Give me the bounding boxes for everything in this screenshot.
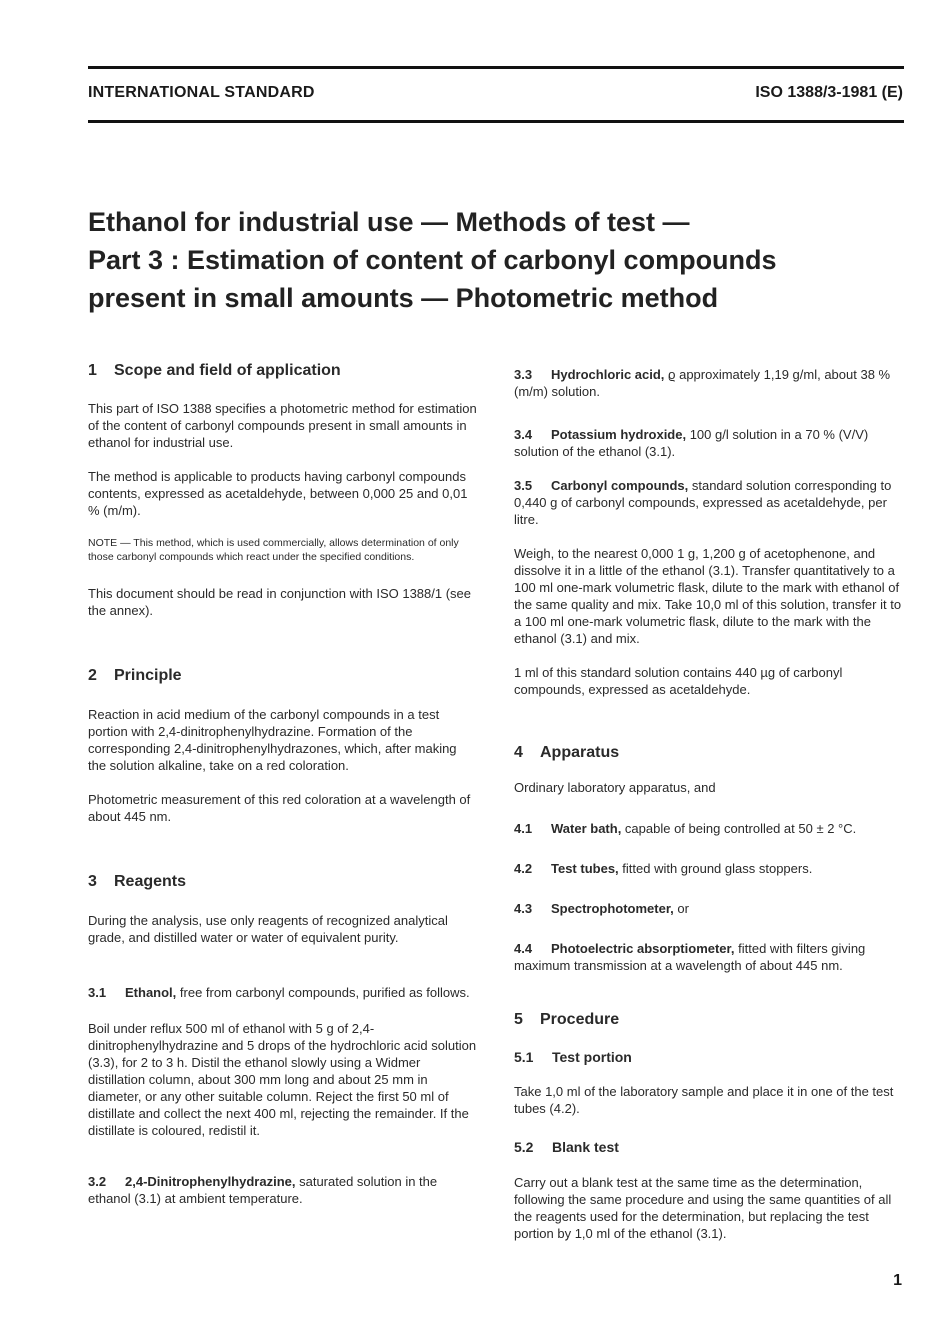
scope-paragraph: This part of ISO 1388 specifies a photometric method for estimation of the content of carbonyl compounds present in small amounts in ethanol for industrial use.	[88, 401, 477, 450]
clause-number: 4.4	[514, 941, 533, 956]
clause-label: Potassium hydroxide,	[551, 427, 687, 442]
clause-text: saturated solution in the ethanol (3.1) at ambient temperature.	[88, 1174, 438, 1206]
note-paragraph: NOTE — This method, which is used commercially, allows determination of only those carbonyl compounds which react under the specified conditions.	[88, 537, 459, 563]
clause-text: standard solution corresponding to 0,440 g of carbonyl compounds, expressed as acetaldehyde, per litre.	[514, 478, 892, 527]
apparatus-4-4	[514, 940, 903, 974]
clause-text: 100 g/l solution in a 70 % (V/V) solution of the ethanol (3.1).	[514, 427, 869, 459]
clause-text: fitted with ground glass stoppers.	[618, 861, 813, 876]
clause-label: Carbonyl compounds,	[551, 478, 689, 493]
clause-label: 2,4-Dinitrophenylhydrazine,	[125, 1174, 296, 1189]
clause-label: Test tubes,	[551, 861, 619, 876]
blank-test-paragraph: Carry out a blank test at the same time as the determination, following the same procedure and using the same quantities of all the reagents used for the determination, but replacing the test portion by 1,0 ml of the ethanol (3.1).	[514, 1175, 892, 1241]
header-standard-label: INTERNATIONAL STANDARD	[88, 84, 315, 101]
section-number: 5	[514, 1011, 523, 1028]
section-title: Scope and field of application	[114, 362, 341, 379]
title-line-2: Part 3 : Estimation of content of carbonyl compounds	[88, 245, 777, 275]
page-number: 1	[893, 1272, 902, 1289]
clause-number: 4.3	[514, 901, 533, 916]
subsection-5-1-heading	[514, 1049, 903, 1066]
header-bottom-rule	[88, 120, 904, 123]
section-number: 2	[88, 667, 97, 684]
applicability-paragraph: The method is applicable to products having carbonyl compounds contents, expressed as acetaldehyde, between 0,000 25 and 0,01 % (m/m).	[88, 469, 468, 518]
subsection-number: 5.1	[514, 1049, 534, 1065]
clause-number: 3.2	[88, 1174, 107, 1189]
title-line-1: Ethanol for industrial use — Methods of test —	[88, 207, 690, 237]
principle-paragraph: Reaction in acid medium of the carbonyl compounds in a test portion with 2,4-dinitrophenylhydrazine. Formation of the corresponding 2,4-dinitrophenylhydrazones, which, after making the solution alkaline, take on a red coloration.	[88, 707, 457, 773]
section-5-heading	[514, 1011, 903, 1028]
subsection-5-2-heading	[514, 1139, 903, 1156]
reagents-intro-paragraph: During the analysis, use only reagents of recognized analytical grade, and distilled water or water of equivalent purity.	[88, 913, 448, 945]
standard-solution-concentration-paragraph: 1 ml of this standard solution contains 440 µg of carbonyl compounds, expressed as acetaldehyde.	[514, 665, 843, 697]
subsection-title: Blank test	[552, 1139, 619, 1155]
header-top-rule	[88, 66, 904, 69]
clause-number: 4.1	[514, 821, 533, 836]
clause-label: Hydrochloric acid,	[551, 367, 665, 382]
clause-text: free from carbonyl compounds, purified as follows.	[176, 985, 470, 1000]
apparatus-4-2	[514, 860, 903, 877]
clause-label: Ethanol,	[125, 985, 177, 1000]
measurement-paragraph: Photometric measurement of this red coloration at a wavelength of about 445 nm.	[88, 792, 471, 824]
document-title	[88, 203, 888, 317]
clause-number: 3.3	[514, 367, 533, 382]
clause-label: Water bath,	[551, 821, 622, 836]
test-portion-paragraph: Take 1,0 ml of the laboratory sample and place it in one of the test tubes (4.2).	[514, 1084, 894, 1116]
section-number: 1	[88, 362, 97, 379]
section-number: 3	[88, 873, 97, 890]
clause-text: capable of being controlled at 50 ± 2 °C.	[621, 821, 857, 836]
section-title: Procedure	[540, 1011, 620, 1028]
apparatus-intro-paragraph: Ordinary laboratory apparatus, and	[514, 780, 716, 795]
section-title: Apparatus	[540, 744, 620, 761]
subsection-title: Test portion	[552, 1049, 632, 1065]
clause-number: 3.1	[88, 985, 107, 1000]
apparatus-4-3	[514, 900, 903, 917]
section-title: Principle	[114, 667, 182, 684]
title-line-3: present in small amounts — Photometric method	[88, 283, 719, 313]
reagent-3-5	[514, 477, 903, 528]
section-number: 4	[514, 744, 523, 761]
clause-number: 3.5	[514, 478, 533, 493]
section-title: Reagents	[114, 873, 187, 890]
clause-text: fitted with filters giving maximum transmission at a wavelength of about 445 nm.	[514, 941, 866, 973]
section-2-heading	[88, 667, 477, 684]
header-document-id: ISO 1388/3-1981 (E)	[755, 84, 903, 101]
subsection-number: 5.2	[514, 1139, 534, 1155]
reagent-3-4	[514, 426, 903, 460]
clause-number: 3.4	[514, 427, 533, 442]
clause-number: 4.2	[514, 861, 533, 876]
clause-text: or	[673, 901, 689, 916]
ethanol-purification-paragraph: Boil under reflux 500 ml of ethanol with 5 g of 2,4-dinitrophenylhydrazine and 5 drops of the hydrochloric acid solution (3.3), for 2 to 3 h. Distil the ethanol slowly using a Widmer distillation column, about 300 mm long and about 25 mm in diameter, or any other suitable column. Reject the first 50 ml of distillate and collect the next 400 ml, rejecting the remainder. If the distillate is coloured, redistil it.	[88, 1021, 477, 1138]
reagent-3-2	[88, 1173, 477, 1207]
section-4-heading	[514, 744, 903, 761]
clause-text: ϱ approximately 1,19 g/ml, about 38 % (m/m) solution.	[514, 367, 891, 399]
reference-paragraph: This document should be read in conjunction with ISO 1388/1 (see the annex).	[88, 586, 472, 618]
reagent-3-1	[88, 984, 477, 1001]
right-column	[514, 362, 903, 1242]
section-3-heading	[88, 873, 477, 890]
apparatus-4-1	[514, 820, 903, 837]
reagent-3-3	[514, 366, 903, 400]
standard-solution-preparation-paragraph: Weigh, to the nearest 0,000 1 g, 1,200 g of acetophenone, and dissolve it in a little of the ethanol (3.1). Transfer quantitatively to a 100 ml one-mark volumetric flask, dilute to the mark with ethanol of the same quality and mix. Take 10,0 ml of this solution, transfer it to a 100 ml one-mark volumetric flask, dilute to the mark with the ethanol (3.1) and mix.	[514, 546, 902, 646]
section-1-heading	[88, 362, 477, 379]
clause-label: Spectrophotometer,	[551, 901, 674, 916]
clause-label: Photoelectric absorptiometer,	[551, 941, 735, 956]
left-column	[88, 362, 477, 1207]
